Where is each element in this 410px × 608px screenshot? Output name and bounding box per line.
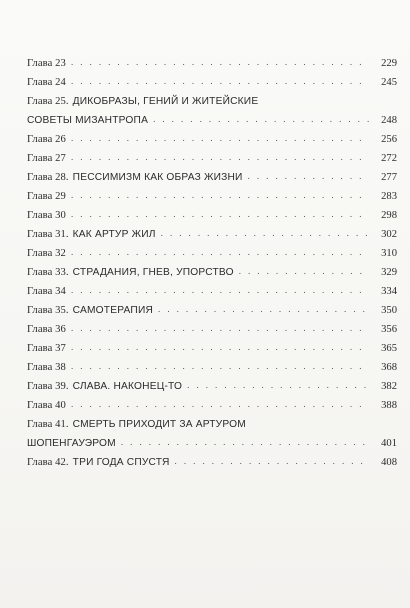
toc-entry bbox=[27, 282, 397, 301]
toc-entry bbox=[27, 92, 397, 130]
chapter-label: Глава 28. bbox=[27, 172, 69, 183]
toc-entry-line bbox=[27, 320, 397, 339]
page-number: 245 bbox=[381, 77, 397, 88]
page-number: 277 bbox=[381, 172, 397, 183]
chapter-title: СЛАВА. НАКОНЕЦ-ТО bbox=[72, 381, 183, 392]
chapter-label: Глава 34 bbox=[27, 286, 66, 297]
chapter-label: Глава 26 bbox=[27, 134, 66, 145]
dot-leader bbox=[121, 433, 369, 452]
toc-entry-line bbox=[27, 244, 397, 263]
page-number: 302 bbox=[381, 229, 397, 240]
dot-leader bbox=[248, 167, 369, 186]
dot-leader bbox=[71, 72, 369, 91]
page-number: 298 bbox=[381, 210, 397, 221]
toc-entry bbox=[27, 320, 397, 339]
page-number: 329 bbox=[381, 267, 397, 278]
dot-leader bbox=[71, 319, 369, 338]
page-number: 256 bbox=[381, 134, 397, 145]
toc-entry bbox=[27, 301, 397, 320]
toc-entry bbox=[27, 339, 397, 358]
toc-entry-line bbox=[27, 206, 397, 225]
page-number: 368 bbox=[381, 362, 397, 373]
toc-entry-line bbox=[27, 396, 397, 415]
toc-entry bbox=[27, 168, 397, 187]
toc-entry bbox=[27, 54, 397, 73]
dot-leader bbox=[71, 281, 369, 300]
dot-leader bbox=[161, 224, 369, 243]
dot-leader bbox=[71, 205, 369, 224]
dot-leader bbox=[71, 186, 369, 205]
chapter-title: КАК АРТУР ЖИЛ bbox=[72, 229, 156, 240]
page-number: 283 bbox=[381, 191, 397, 202]
dot-leader bbox=[71, 53, 369, 72]
dot-leader bbox=[175, 452, 369, 471]
chapter-label: Глава 40 bbox=[27, 400, 66, 411]
page-number: 350 bbox=[381, 305, 397, 316]
page-number: 401 bbox=[381, 438, 397, 449]
chapter-label: Глава 29 bbox=[27, 191, 66, 202]
toc-entry bbox=[27, 244, 397, 263]
toc-entry-line-1 bbox=[27, 92, 397, 111]
toc-entry bbox=[27, 187, 397, 206]
chapter-label: Глава 38 bbox=[27, 362, 66, 373]
chapter-label: Глава 23 bbox=[27, 58, 66, 69]
toc-entry-line bbox=[27, 168, 397, 187]
chapter-label: Глава 27 bbox=[27, 153, 66, 164]
page-number: 272 bbox=[381, 153, 397, 164]
toc-entry-line bbox=[27, 358, 397, 377]
chapter-title: ДИКОБРАЗЫ, ГЕНИЙ И ЖИТЕЙСКИЕ bbox=[72, 96, 259, 107]
dot-leader bbox=[71, 129, 369, 148]
toc-entry-line bbox=[27, 130, 397, 149]
page-number: 365 bbox=[381, 343, 397, 354]
page-number: 408 bbox=[381, 457, 397, 468]
page-number: 388 bbox=[381, 400, 397, 411]
dot-leader bbox=[187, 376, 369, 395]
toc-entry bbox=[27, 130, 397, 149]
chapter-label: Глава 35. bbox=[27, 305, 69, 316]
dot-leader bbox=[158, 300, 369, 319]
chapter-label: Глава 24 bbox=[27, 77, 66, 88]
chapter-title: ТРИ ГОДА СПУСТЯ bbox=[72, 457, 170, 468]
chapter-label: Глава 33. bbox=[27, 267, 69, 278]
toc-entry bbox=[27, 358, 397, 377]
toc-entry-line bbox=[27, 263, 397, 282]
toc-entry-line bbox=[27, 149, 397, 168]
dot-leader bbox=[71, 395, 369, 414]
page-number: 334 bbox=[381, 286, 397, 297]
table-of-contents bbox=[27, 54, 397, 472]
toc-entry-line-1 bbox=[27, 415, 397, 434]
toc-entry bbox=[27, 149, 397, 168]
toc-entry-line bbox=[27, 301, 397, 320]
chapter-title-continued: СОВЕТЫ МИЗАНТРОПА bbox=[27, 115, 149, 126]
toc-entry bbox=[27, 225, 397, 244]
page-number: 310 bbox=[381, 248, 397, 259]
toc-entry bbox=[27, 453, 397, 472]
toc-entry-line bbox=[27, 339, 397, 358]
toc-entry bbox=[27, 263, 397, 282]
chapter-title: ПЕССИМИЗМ КАК ОБРАЗ ЖИЗНИ bbox=[72, 172, 243, 183]
toc-entry-line bbox=[27, 73, 397, 92]
toc-entry-line bbox=[27, 187, 397, 206]
toc-entry bbox=[27, 396, 397, 415]
toc-entry bbox=[27, 73, 397, 92]
chapter-label: Глава 41. bbox=[27, 419, 69, 430]
toc-entry-line bbox=[27, 54, 397, 73]
chapter-label: Глава 32 bbox=[27, 248, 66, 259]
toc-entry-line-2 bbox=[27, 434, 397, 453]
dot-leader bbox=[239, 262, 369, 281]
chapter-label: Глава 31. bbox=[27, 229, 69, 240]
page-number: 229 bbox=[381, 58, 397, 69]
page-number: 248 bbox=[381, 115, 397, 126]
toc-entry bbox=[27, 377, 397, 396]
chapter-label: Глава 36 bbox=[27, 324, 66, 335]
chapter-title: СТРАДАНИЯ, ГНЕВ, УПОРСТВО bbox=[72, 267, 234, 278]
toc-entry bbox=[27, 206, 397, 225]
chapter-title-continued: ШОПЕНГАУЭРОМ bbox=[27, 438, 116, 449]
toc-entry bbox=[27, 415, 397, 453]
toc-entry-line bbox=[27, 282, 397, 301]
chapter-title: СМЕРТЬ ПРИХОДИТ ЗА АРТУРОМ bbox=[72, 419, 246, 430]
chapter-label: Глава 37 bbox=[27, 343, 66, 354]
dot-leader bbox=[71, 148, 369, 167]
toc-entry-line bbox=[27, 377, 397, 396]
dot-leader bbox=[71, 338, 369, 357]
chapter-label: Глава 42. bbox=[27, 457, 69, 468]
dot-leader bbox=[71, 357, 369, 376]
chapter-label: Глава 30 bbox=[27, 210, 66, 221]
toc-entry-line bbox=[27, 225, 397, 244]
dot-leader bbox=[153, 110, 369, 129]
dot-leader bbox=[71, 243, 369, 262]
chapter-label: Глава 39. bbox=[27, 381, 69, 392]
toc-entry-line bbox=[27, 453, 397, 472]
chapter-label: Глава 25. bbox=[27, 96, 69, 107]
page-number: 382 bbox=[381, 381, 397, 392]
show-through-text-bottom bbox=[60, 500, 360, 508]
toc-entry-line-2 bbox=[27, 111, 397, 130]
page-number: 356 bbox=[381, 324, 397, 335]
chapter-title: САМОТЕРАПИЯ bbox=[72, 305, 154, 316]
